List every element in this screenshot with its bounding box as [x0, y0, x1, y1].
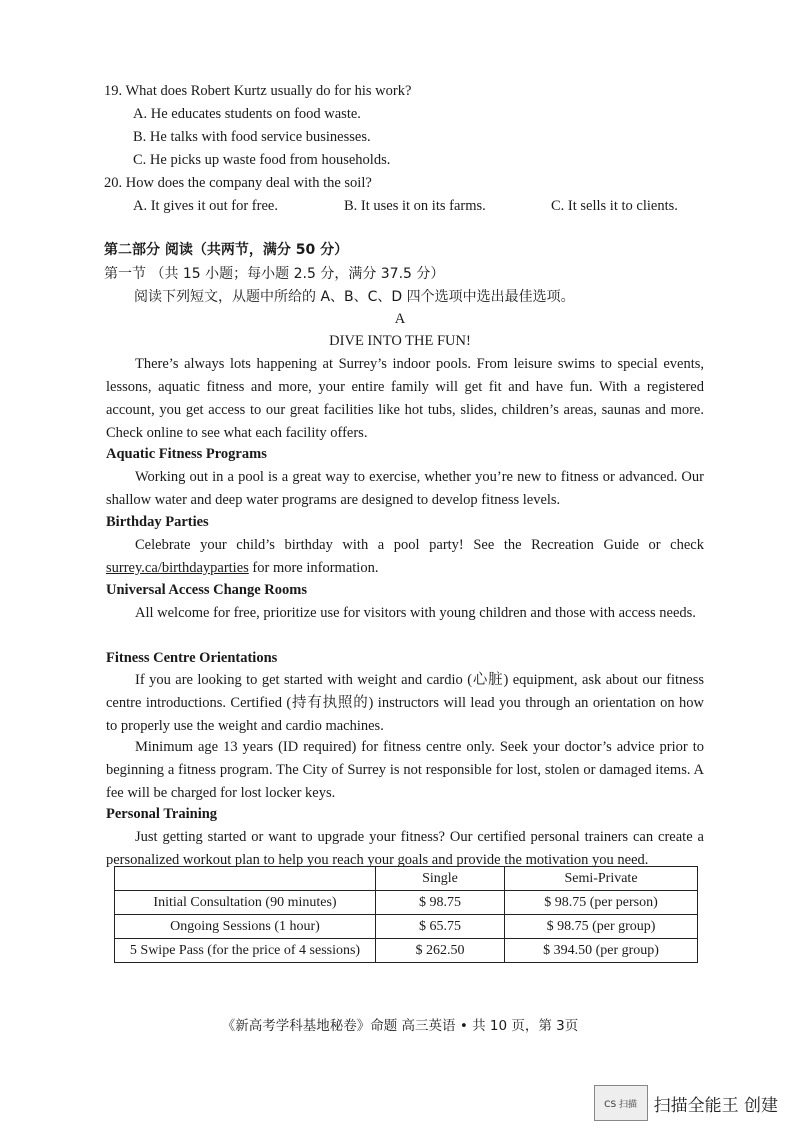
birthday-text-1: Celebrate your child’s birthday with a pool party! See the Recreation Guide or check	[135, 537, 704, 553]
access-heading: Universal Access Change Rooms	[106, 582, 307, 598]
table-cell: $ 262.50	[376, 939, 505, 963]
birthday-paragraph	[106, 534, 704, 580]
passage-intro	[106, 353, 704, 445]
training-heading: Personal Training	[106, 806, 218, 822]
access-text: All welcome for free, prioritize use for visitors with young children and those with access needs.	[135, 605, 696, 621]
training-text: Just getting started or want to upgrade your fitness? Our certified personal trainers can create a personalized workout plan to help you reach your goals and provide the motivation you need.	[106, 829, 704, 868]
page-footer: 《新高考学科基地秘卷》命题 高三英语 • 共 10 页，第 3页	[221, 1018, 579, 1034]
table-header-row	[115, 867, 698, 891]
scanner-watermark	[594, 1085, 778, 1121]
table-cell: Initial Consultation (90 minutes)	[115, 891, 376, 915]
table-row	[115, 891, 698, 915]
table-header-cell: Semi-Private	[505, 867, 698, 891]
table-header-cell	[115, 867, 376, 891]
q20-option-b: B. It uses it on its farms.	[344, 198, 486, 214]
section1-instruction: 阅读下列短文，从题中所给的 A、B、C、D 四个选项中选出最佳选项。	[134, 289, 575, 305]
q20-stem: 20. How does the company deal with the soil?	[104, 175, 372, 191]
table-cell: Ongoing Sessions (1 hour)	[115, 915, 376, 939]
q20-option-a: A. It gives it out for free.	[133, 198, 278, 214]
passage-title: DIVE INTO THE FUN!	[329, 333, 471, 349]
aquatic-paragraph	[106, 466, 704, 512]
table-row	[115, 939, 698, 963]
birthday-link[interactable]: surrey.ca/birthdayparties	[106, 560, 249, 576]
table-cell: $ 98.75	[376, 891, 505, 915]
q19-option-a: A. He educates students on food waste.	[133, 106, 361, 122]
intro-text: There’s always lots happening at Surrey’s indoor pools. From leisure swims to special events, lessons, aquatic fitness and more, your entire family will get fit and have fun. With a registered account, you get access to our great facilities like hot tubs, slides, children’s areas, saunas and more. Check online to see what each facility offers.	[106, 356, 704, 441]
scanner-logo-icon: CS 扫描	[594, 1085, 648, 1121]
passage-letter: A	[394, 311, 406, 327]
table-cell: $ 98.75 (per group)	[505, 915, 698, 939]
part2-title: 第二部分 阅读（共两节，满分 50 分）	[104, 242, 349, 258]
section1-title: 第一节 （共 15 小题；每小题 2.5 分，满分 37.5 分）	[104, 266, 445, 282]
fitness-text-2: Minimum age 13 years (ID required) for fitness centre only. Seek your doctor’s advice prior to beginning a fitness program. The City of Surrey is not responsible for lost, stolen or damaged items. A fee will be charged for lost locker keys.	[106, 739, 704, 801]
access-paragraph	[106, 602, 704, 625]
table-cell: $ 98.75 (per person)	[505, 891, 698, 915]
q20-option-c: C. It sells it to clients.	[551, 198, 678, 214]
table-cell: $ 65.75	[376, 915, 505, 939]
table-cell: 5 Swipe Pass (for the price of 4 sessions)	[115, 939, 376, 963]
watermark-text: 扫描全能王 创建	[653, 1095, 778, 1116]
fitness-paragraph-2	[106, 736, 704, 805]
birthday-heading: Birthday Parties	[106, 514, 209, 530]
fees-table	[114, 866, 698, 963]
q19-option-c: C. He picks up waste food from households.	[133, 152, 391, 168]
aquatic-heading: Aquatic Fitness Programs	[106, 446, 267, 462]
q19-option-b: B. He talks with food service businesses.	[133, 129, 371, 145]
birthday-text-2: for more information.	[248, 560, 379, 576]
table-row	[115, 915, 698, 939]
fitness-heading: Fitness Centre Orientations	[106, 650, 278, 666]
fitness-paragraph-1	[106, 669, 704, 738]
aquatic-text: Working out in a pool is a great way to exercise, whether you’re new to fitness or advanced. Our shallow water and deep water programs are designed to develop fitness levels.	[106, 469, 704, 508]
table-header-cell: Single	[376, 867, 505, 891]
q19-stem: 19. What does Robert Kurtz usually do for his work?	[104, 83, 412, 99]
fitness-text-1: If you are looking to get started with weight and cardio (心脏) equipment, ask about our fitness centre introductions. Certified (持有执照的) instructors will lead you through an orientation on how to properly use the weight and cardio machines.	[106, 672, 704, 734]
table-cell: $ 394.50 (per group)	[505, 939, 698, 963]
